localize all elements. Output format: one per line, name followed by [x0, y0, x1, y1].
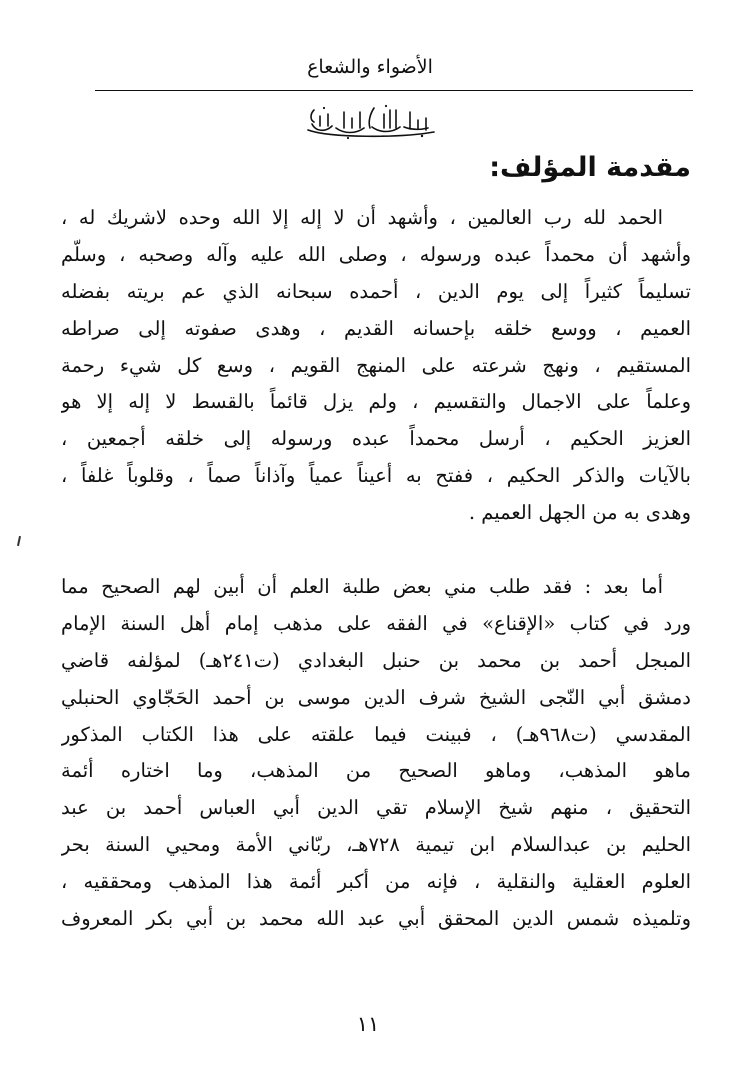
text-line: بالآيات والذكر الحكيم ، ففتح به أعيناً عمياً وآذاناً صماً ، وقلوباً غلفاً ، — [61, 464, 691, 488]
text-line: ورد في كتاب «الإقناع» في الفقه على مذهب إمام أهل السنة الإمام — [61, 611, 691, 635]
paragraph-1 — [61, 200, 691, 532]
text-line: المبجل أحمد بن محمد بن حنبل البغدادي (ت٢٤١هـ) لمؤلفه قاضي — [61, 648, 691, 672]
text-line: أما بعد : فقد طلب مني بعض طلبة العلم أن أبين لهم الصحيح مما — [61, 575, 663, 598]
text-line: وأشهد أن محمداً عبده ورسوله ، وصلى الله عليه وآله وصحبه ، وسلّم — [61, 242, 691, 266]
text-line: المستقيم ، ونهج شرعته على المنهج القويم ، وسع كل شيء رحمة — [61, 353, 691, 377]
section-title: مقدمة المؤلف: — [489, 152, 691, 183]
text-line: التحقيق ، منهم شيخ الإسلام تقي الدين أبي العباس أحمد بن عبد — [61, 796, 691, 820]
text-line: وتلميذه شمس الدين المحقق أبي عبد الله محمد بن أبي بكر المعروف — [61, 907, 691, 931]
running-header: الأضواء والشعاع — [307, 56, 433, 78]
basmala-label: بسم الله الرحمن الرحيم — [364, 141, 376, 142]
text-line: العلوم العقلية والنقلية ، فإنه من أكبر أئمة هذا المذهب ومحققيه ، — [61, 870, 691, 894]
text-line: العميم ، ووسع خلقه بإحسانه القديم ، وهدى صفوته إلى صراطه — [61, 316, 691, 340]
text-line: وعلماً على الاجمال والتقسيم ، ولم يزل قائماً بالقسط لا إله إلا هو — [61, 390, 691, 414]
header-rule — [95, 90, 693, 91]
text-line: ماهو المذهب، وماهو الصحيح من المذهب، وما اختاره أئمة — [61, 759, 691, 783]
text-line: العزيز الحكيم ، أرسل محمداً عبده ورسوله إلى خلقه أجمعين ، — [61, 427, 691, 451]
text-line: دمشق أبي النّجى الشيخ شرف الدين موسى بن أحمد الحَجّاوي الحنبلي — [61, 685, 691, 709]
text-line: تسليماً كثيراً إلى يوم الدين ، أحمده سبحانه الذي عم بريته بفضله — [61, 279, 691, 303]
page-number: ١١ — [356, 1012, 380, 1036]
text-line: الحمد لله رب العالمين ، وأشهد أن لا إله إلا الله وحده لاشريك له ، — [61, 206, 663, 229]
text-line: المقدسي (ت٩٦٨هـ) ، فبينت فيما علقته على هذا الكتاب المذكور — [61, 722, 691, 746]
text-line: الحليم بن عبدالسلام ابن تيمية ٧٢٨هـ، ربّاني الأمة ومحيي السنة بحر — [61, 833, 691, 857]
text-line: وهدى به من الجهل العميم . — [468, 501, 691, 525]
basmala-calligraphy — [300, 100, 440, 142]
paragraph-2 — [61, 569, 691, 938]
margin-mark — [17, 536, 21, 546]
